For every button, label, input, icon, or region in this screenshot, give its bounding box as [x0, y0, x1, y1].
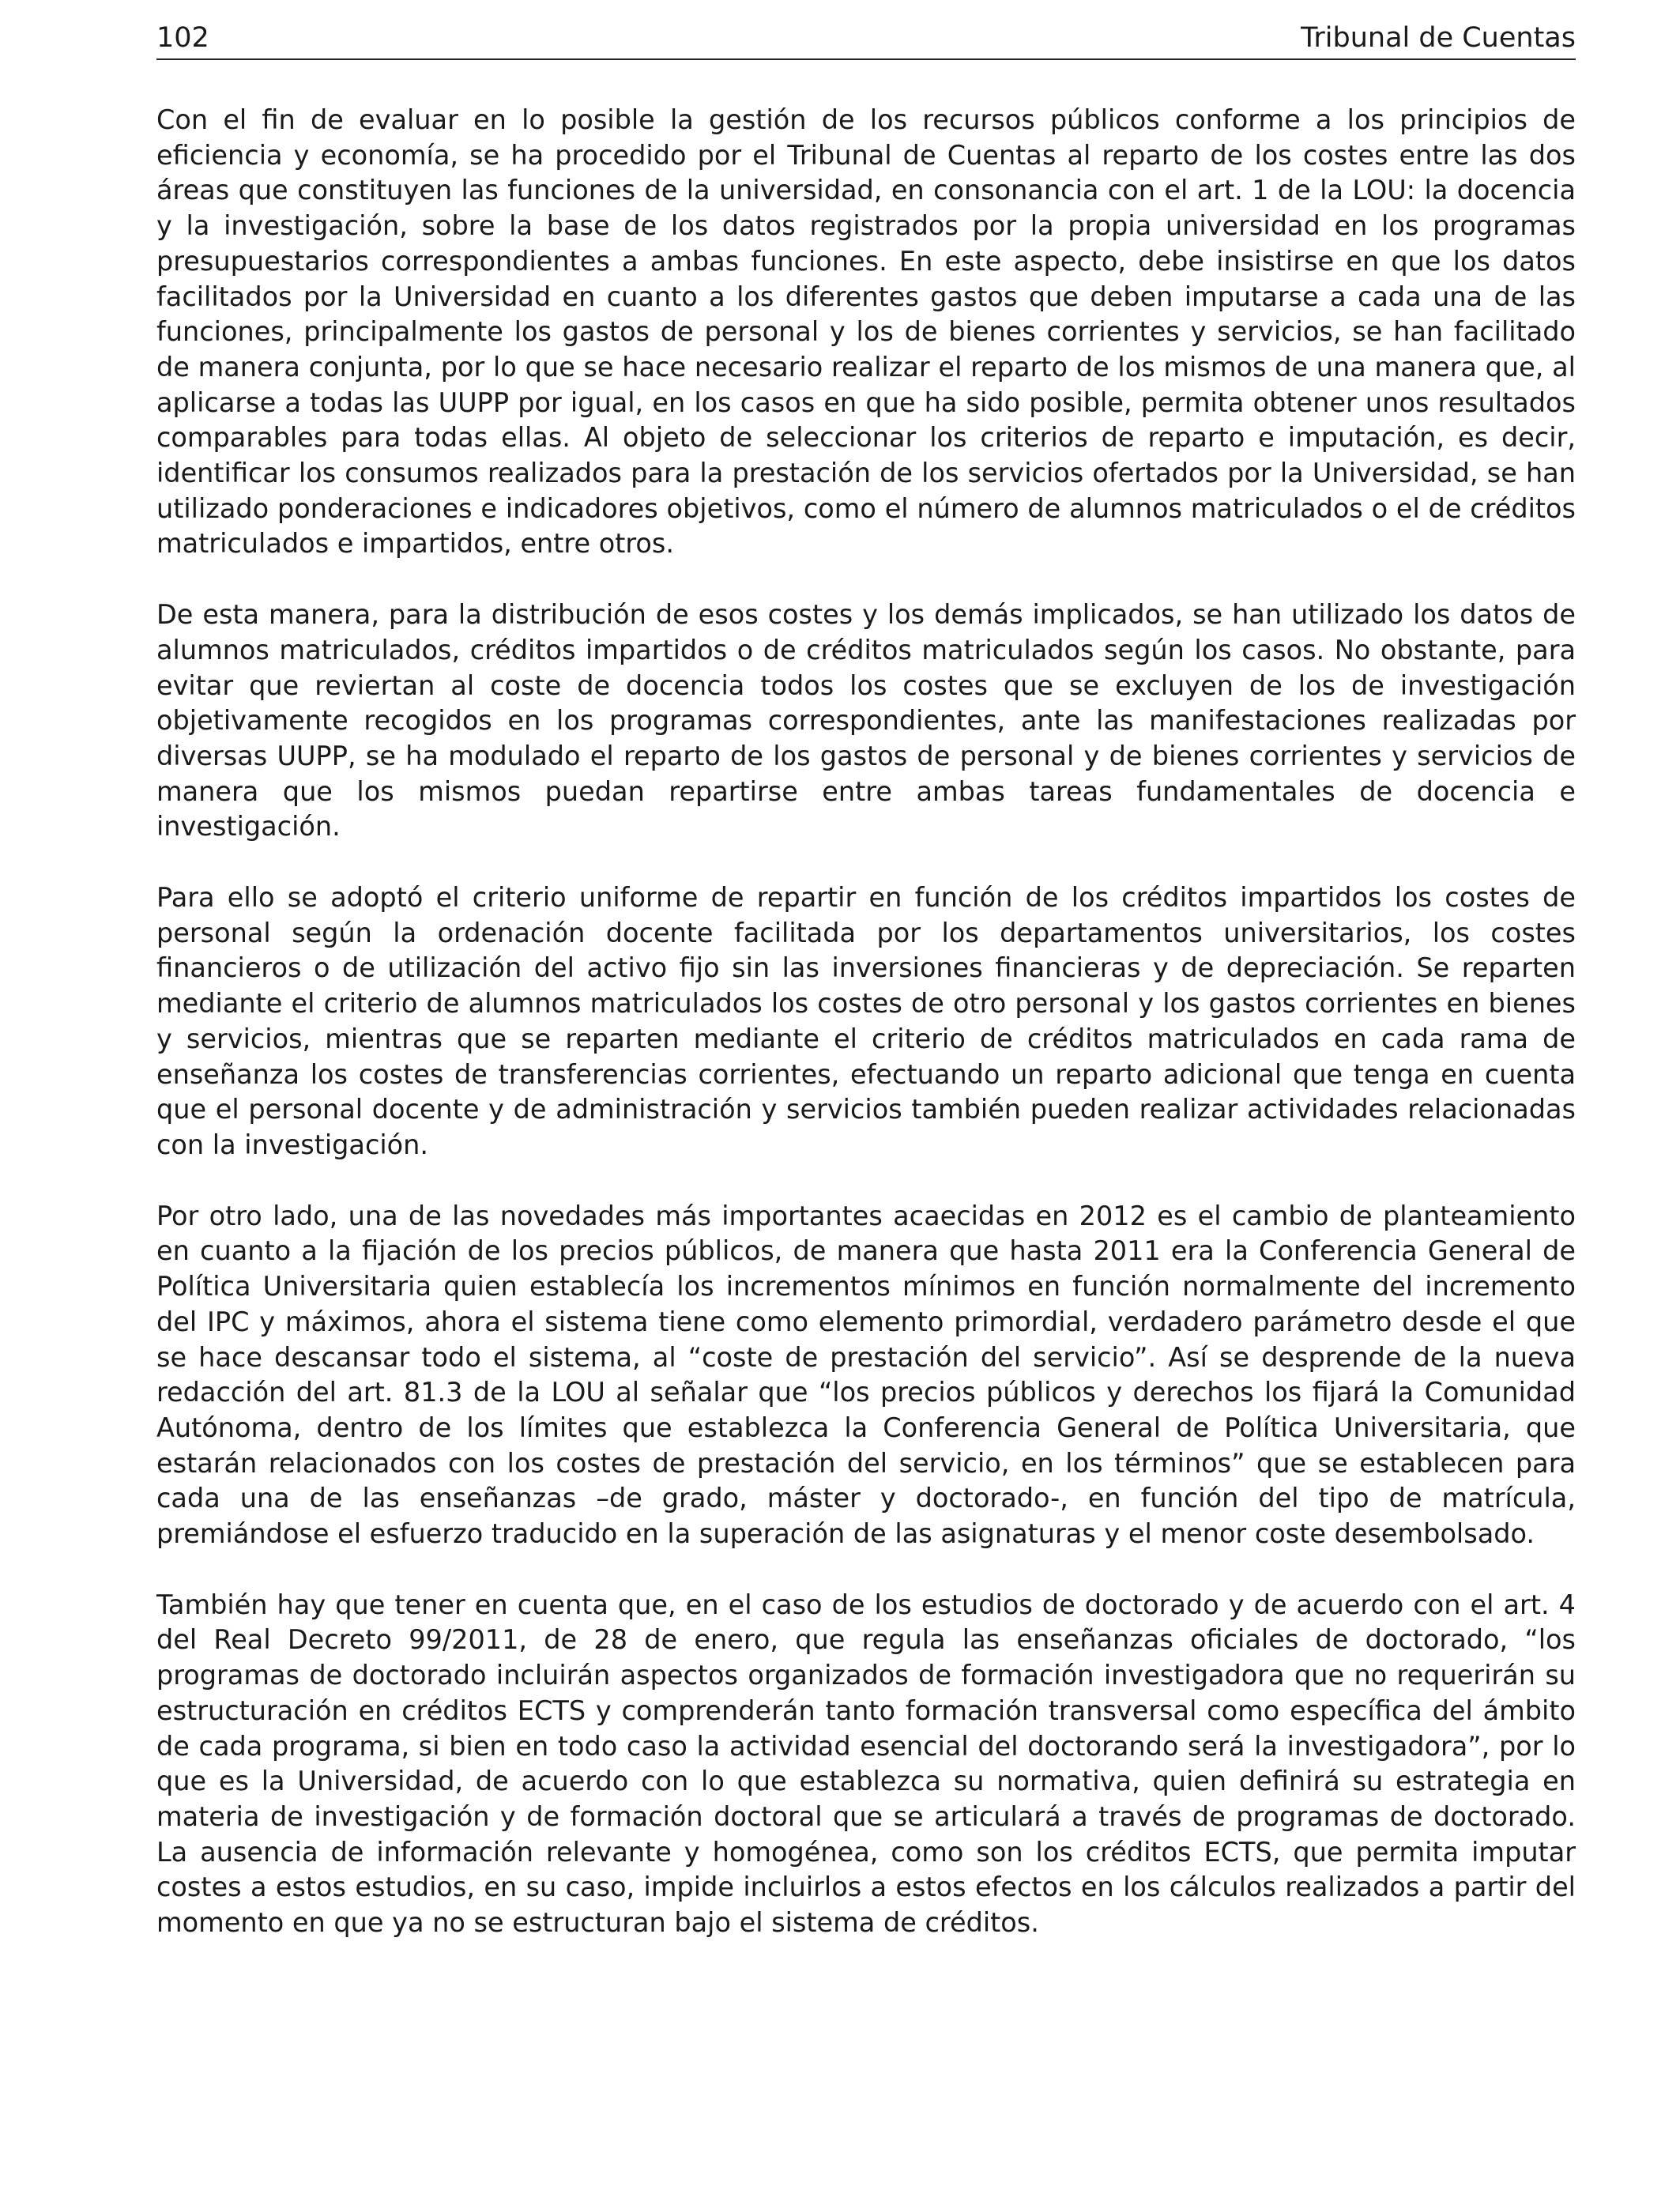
paragraph-1: Con el fin de evaluar en lo posible la gestión de los recursos públicos conforme a los principios de eficiencia y economía, se ha procedido por el Tribunal de Cuentas al reparto de los costes entre las dos áreas que constituyen las funciones de la universidad, en consonancia con el art. 1 de la LOU: la docencia y la investigación, sobre la base de los datos registrados por la propia universidad en los programas presupuestarios correspondientes a ambas funciones. En este aspecto, debe insistirse en que los datos facilitados por la Universidad en cuanto a los diferentes gastos que deben imputarse a cada una de las funciones, principalmente los gastos de personal y los de bienes corrientes y servicios, se han facilitado de manera conjunta, por lo que se hace necesario realizar el reparto de los mismos de una manera que, al aplicarse a todas las UUPP por igual, en los casos en que ha sido posible, permita obtener unos resultados comparables para todas ellas. Al objeto de seleccionar los criterios de reparto e imputación, es decir, identificar los consumos realizados para la prestación de los servicios ofertados por la Universidad, se han utilizado ponderaciones e indicadores objetivos, como el número de alumnos matriculados o el de créditos matriculados e impartidos, entre otros. — [156, 104, 1576, 560]
paragraph-5: También hay que tener en cuenta que, en el caso de los estudios de doctorado y de acuerdo con el art. 4 del Real Decreto 99/2011, de 28 de enero, que regula las enseñanzas oficiales de doctorado, “los programas de doctorado incluirán aspectos organizados de formación investigadora que no requerirán su estructuración en créditos ECTS y comprenderán tanto formación transversal como específica del ámbito de cada programa, si bien en todo caso la actividad esencial del doctorando será la investigadora”, por lo que es la Universidad, de acuerdo con lo que establezca su normativa, quien definirá su estrategia en materia de investigación y de formación doctoral que se articulará a través de programas de doctorado. La ausencia de información relevante y homogénea, como son los créditos ECTS, que permita imputar costes a estos estudios, en su caso, impide incluirlos a estos efectos en los cálculos realizados a partir del momento en que ya no se estructuran bajo el sistema de créditos. — [156, 1589, 1576, 1939]
paragraph-2: De esta manera, para la distribución de esos costes y los demás implicados, se han utilizado los datos de alumnos matriculados, créditos impartidos o de créditos matriculados según los casos. No obstante, para evitar que reviertan al coste de docencia todos los costes que se excluyen de los de investigación objetivamente recogidos en los programas correspondientes, ante las manifestaciones realizadas por diversas UUPP, se ha modulado el reparto de los gastos de personal y de bienes corrientes y servicios de manera que los mismos puedan repartirse entre ambas tareas fundamentales de docencia e investigación. — [156, 599, 1576, 843]
document-page — [156, 21, 1576, 1977]
paragraph-3: Para ello se adoptó el criterio uniforme de repartir en función de los créditos impartidos los costes de personal según la ordenación docente facilitada por los departamentos universitarios, los costes financieros o de utilización del activo fijo sin las inversiones financieras y de depreciación. Se reparten mediante el criterio de alumnos matriculados los costes de otro personal y los gastos corrientes en bienes y servicios, mientras que se reparten mediante el criterio de créditos matriculados en cada rama de enseñanza los costes de transferencias corrientes, efectuando un reparto adicional que tenga en cuenta que el personal docente y de administración y servicios también pueden realizar actividades relacionadas con la investigación. — [156, 882, 1576, 1160]
paragraph-4: Por otro lado, una de las novedades más importantes acaecidas en 2012 es el cambio de planteamiento en cuanto a la fijación de los precios públicos, de manera que hasta 2011 era la Conferencia General de Política Universitaria quien establecía los incrementos mínimos en función normalmente del incremento del IPC y máximos, ahora el sistema tiene como elemento primordial, verdadero parámetro desde el que se hace descansar todo el sistema, al “coste de prestación del servicio”. Así se desprende de la nueva redacción del art. 81.3 de la LOU al señalar que “los precios públicos y derechos los fijará la Comunidad Autónoma, dentro de los límites que establezca la Conferencia General de Política Universitaria, que estarán relacionados con los costes de prestación del servicio, en los términos” que se establecen para cada una de las enseñanzas –de grado, máster y doctorado-, en función del tipo de matrícula, premiándose el esfuerzo traducido en la superación de las asignaturas y el menor coste desembolsado. — [156, 1200, 1576, 1550]
running-header — [156, 21, 1576, 60]
page-number: 102 — [156, 22, 209, 54]
header-title: Tribunal de Cuentas — [1301, 22, 1576, 54]
body-text — [156, 103, 1576, 1941]
